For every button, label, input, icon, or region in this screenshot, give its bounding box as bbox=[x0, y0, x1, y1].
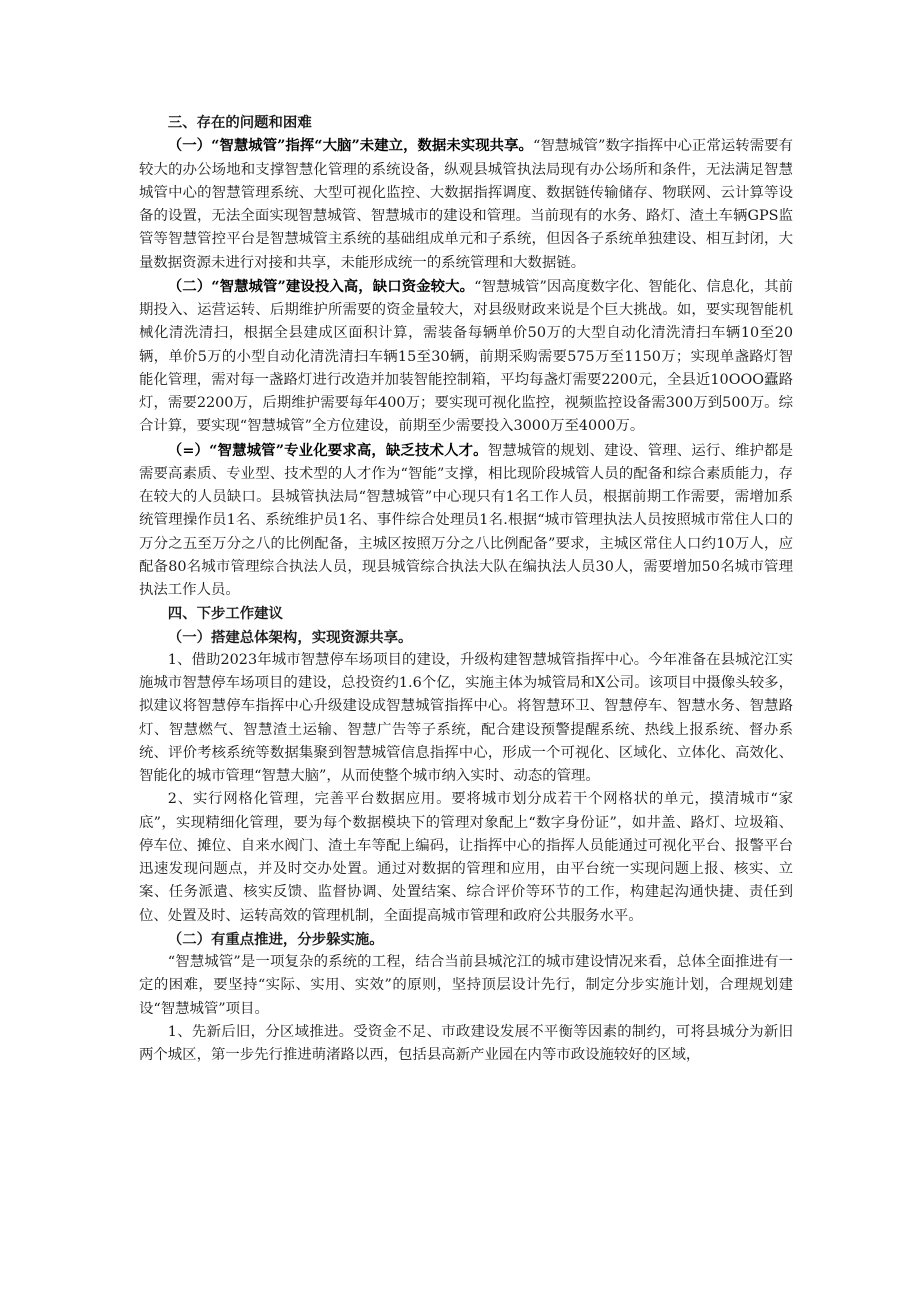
section-3-paragraph-1 bbox=[139, 134, 793, 275]
section-3-paragraph-2 bbox=[139, 275, 793, 439]
paragraph-body: 智慧城管的规划、建设、管理、运行、维护都是需要高素质、专业型、技术型的人才作为“智能”支撑，相比现阶段城管人员的配备和综合素质能力，存在较大的人员缺口。县城管执法局“智慧城管”中心现只有1名工作人员，根据前期工作需要，需增加系统管理操作员1名、系统维护员1名、事件综合处理员1名.根据“城市管理执法人员按照城市常住人口的万分之五至万分之八的比例配备，主城区按照万分之八比例配备”要求，主城区常住人口约10万人，应配备80名城市管理综合执法人员，现县城管综合执法大队在编执法人员30人，需要增加50名城市管理执法工作人员。 bbox=[139, 442, 793, 598]
subsection-1-paragraph-1: 1、借助2023年城市智慧停车场项目的建设，升级构建智慧城管指挥中心。今年准备在县城沱江实施城市智慧停车场项目的建设，总投资约1.6个亿，实施主体为城管局和X公司。该项目中摄像头较多，拟建议将智慧停车指挥中心升级建设成智慧城管指挥中心。将智慧环卫、智慧停车、智慧水务、智慧路灯、智慧燃气、智慧渣土运输、智慧广告等子系统，配合建设预警提醒系统、热线上报系统、督办系统、评价考核系统等数据集聚到智慧城管信息指挥中心，形成一个可视化、区域化、立体化、高效化、智能化的城市管理“智慧大脑”，从而使整个城市纳入实时、动态的管理。 bbox=[139, 651, 793, 784]
document-page bbox=[139, 111, 793, 1067]
paragraph-lead: （一）“智慧城管”指挥“大脑”未建立，数据未实现共享。 bbox=[167, 137, 533, 155]
subsection-1-paragraph-2: 2、实行网格化管理，完善平台数据应用。要将城市划分成若干个网格状的单元，摸清城市“家底”，实现精细化管理，要为每个数据模块下的管理对象配上“数字身份证”，如井盖、路灯、垃圾箱、停车位、摊位、自来水阀门、渣土车等配上编码，让指挥中心的指挥人员能通过可视化平台、报警平台迅速发现问题点，并及时交办处置。通过对数据的管理和应用，由平台统一实现问题上报、核实、立案、任务派遣、核实反馈、监督协调、处置结案、综合评价等环节的工作，构建起沟通快捷、责任到位、处置及时、运转高效的管理机制，全面提高城市管理和政府公共服务水平。 bbox=[139, 791, 793, 924]
subsection-2-heading: （二）有重点推进，分步躲实施。 bbox=[167, 930, 384, 948]
subsection-1-heading: （一）搭建总体架构，实现资源共享。 bbox=[167, 628, 413, 646]
subsection-2-paragraph-1: “智慧城管”是一项复杂的系统的工程，结合当前县城沱江的城市建设情况来看，总体全面推进有一定的困难，要坚持“实际、实用、实效”的原则，坚持顶层设计先行，制定分步实施计划，合理规划建设“智慧城管”项目。 bbox=[139, 954, 793, 1017]
section-3-paragraph-3 bbox=[139, 439, 793, 603]
paragraph-lead: （二）“智慧城管”建设投入高，缺口资金较大。 bbox=[167, 277, 475, 295]
section-3-heading: 三、存在的问题和困难 bbox=[167, 114, 312, 131]
subsection-2-paragraph-2: 1、先新后旧，分区域推进。受资金不足、市政建设发展不平衡等因素的制约，可将县城分为新旧两个城区，第一步先行推进萌渚路以西，包括县高新产业园在内等市政设施较好的区域， bbox=[139, 1023, 793, 1063]
paragraph-body: “智慧城管”数字指挥中心正常运转需要有较大的办公场地和支撑智慧化管理的系统设备，纵观县城管执法局现有办公场所和条件，无法满足智慧城管中心的智慧管理系统、大型可视化监控、大数据指挥调度、数据链传输储存、物联网、云计算等设备的设置，无法全面实现智慧城管、智慧城市的建设和管理。当前现有的水务、路灯、渣土车辆GPS监管等智慧管控平台是智慧城管主系统的基础组成单元和子系统，但因各子系统单独建设、相互封闭，大量数据资源未进行对接和共享，未能形成统一的系统管理和大数据链。 bbox=[139, 138, 793, 271]
section-4-heading: 四、下步工作建议 bbox=[167, 605, 283, 623]
paragraph-body: “智慧城管”因高度数字化、智能化、信息化，其前期投入、运营运转、后期维护所需要的资金量较大，对县级财政来说是个巨大挑战。如，要实现智能机械化清洗清扫，根据全县建成区面积计算，需装备每辆单价50万的大型自动化清洗清扫车辆10至20辆，单价5万的小型自动化清洗清扫车辆15至30辆，前期采购需要575万至1150万；实现单盏路灯智能化管理，需对每一盏路灯进行改造并加装智能控制箱，平均每盏灯需要2200元，全县近10OOO蠹路灯，需要2200万，后期维护需要每年400万；要实现可视化监控，视频监控设备需300万到500万。综合计算，要实现“智慧城管”全方位建设，前期至少需要投入3000万至4000万。 bbox=[139, 278, 793, 435]
paragraph-lead: （=）“智慧城管”专业化要求高，缺乏技术人才。 bbox=[167, 441, 488, 459]
